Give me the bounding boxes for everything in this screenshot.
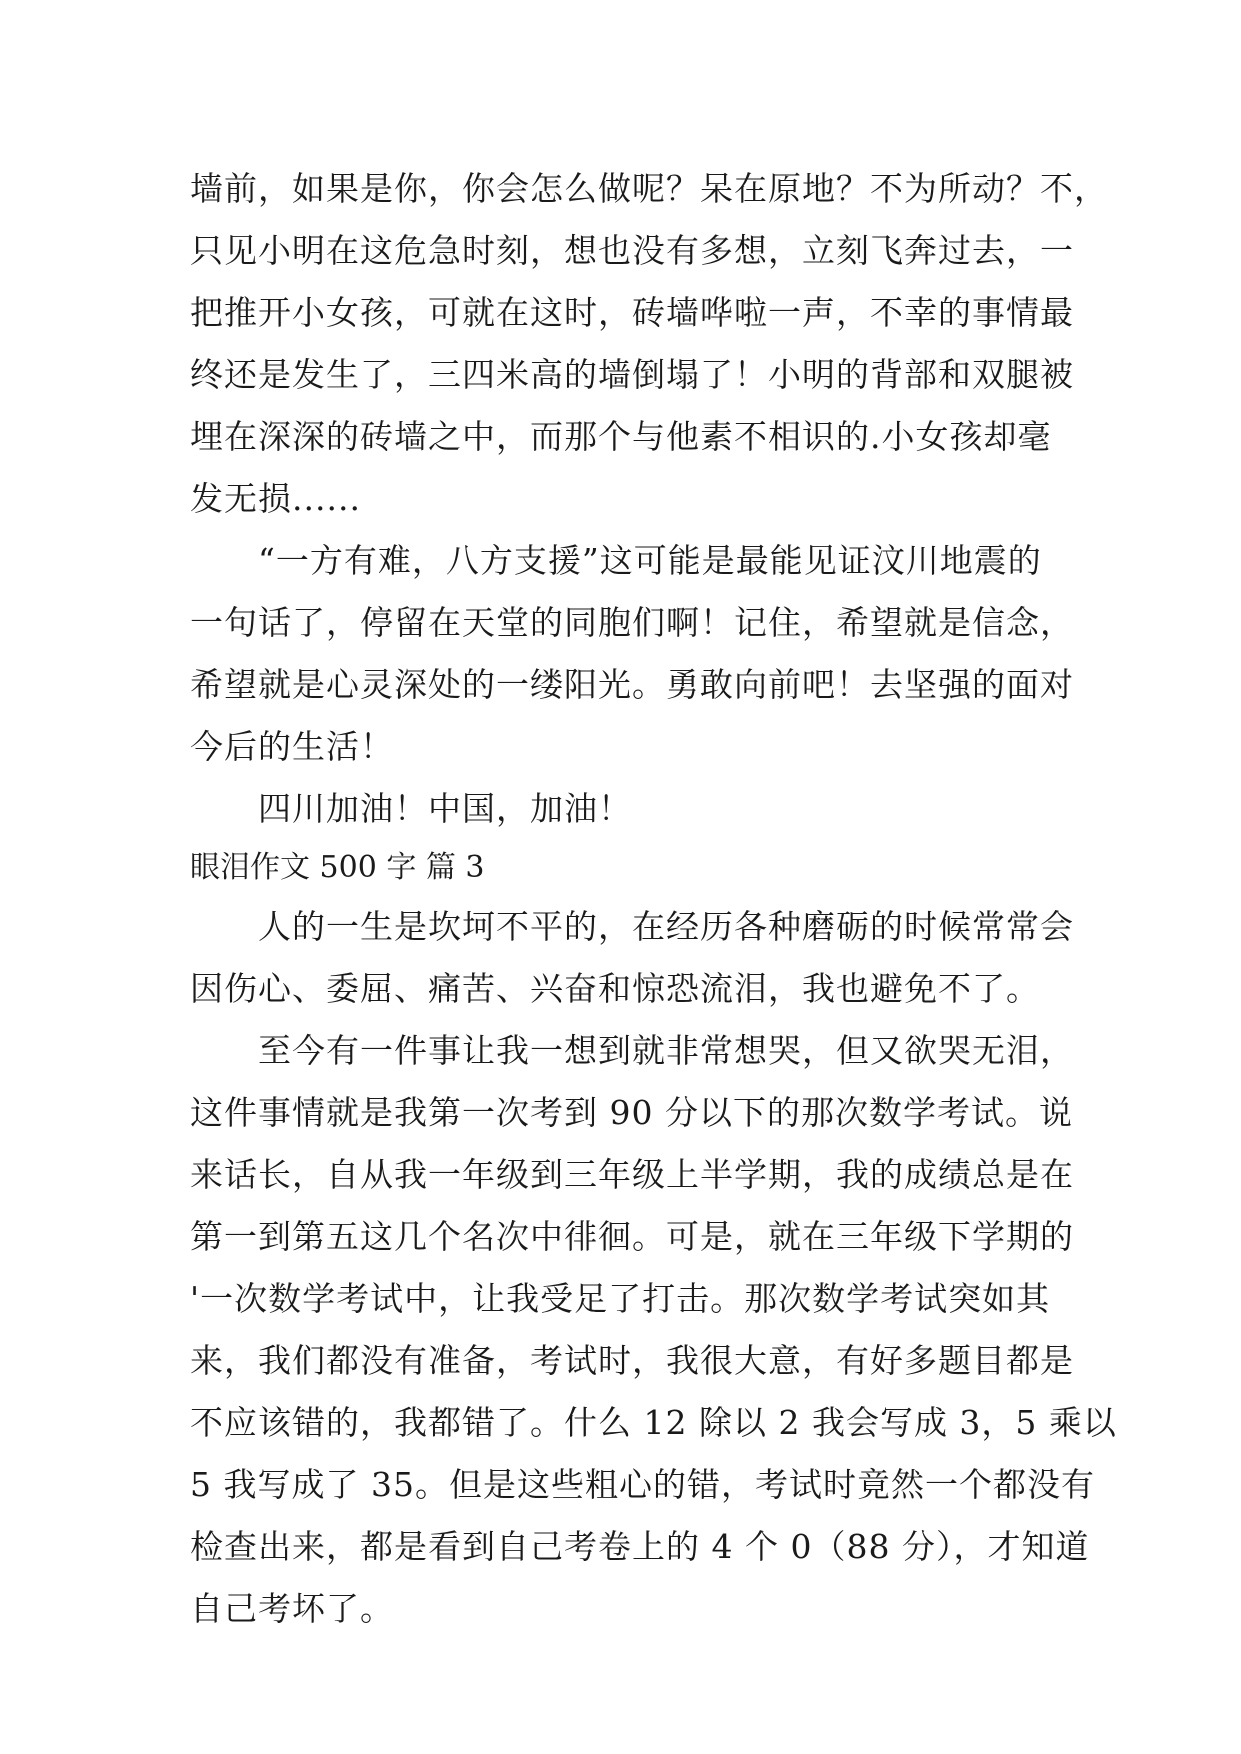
text-line: 不应该错的，我都错了。什么 12 除以 2 我会写成 3，5 乘以 bbox=[190, 1403, 1117, 1442]
text-line: 因伤心、委屈、痛苦、兴奋和惊恐流泪，我也避免不了。 bbox=[190, 969, 1040, 1008]
paragraph bbox=[190, 896, 1074, 1020]
section-heading: 眼泪作文 500 字 篇 3 bbox=[190, 850, 485, 885]
text-line: 检查出来，都是看到自己考卷上的 4 个 0（88 分），才知道 bbox=[190, 1527, 1090, 1566]
text-line: 来，我们都没有准备，考试时，我很大意，有好多题目都是 bbox=[190, 1341, 1074, 1380]
text-line: 今后的生活！ bbox=[190, 727, 394, 766]
text-line: 埋在深深的砖墙之中，而那个与他素不相识的.小女孩却毫 bbox=[190, 417, 1052, 456]
text-line: 只见小明在这危急时刻，想也没有多想，立刻飞奔过去，一 bbox=[190, 231, 1074, 270]
text-line: 把推开小女孩，可就在这时，砖墙哗啦一声，不幸的事情最 bbox=[190, 293, 1074, 332]
paragraph bbox=[190, 158, 1108, 530]
paragraph bbox=[190, 530, 1074, 778]
text-line: 第一到第五这几个名次中徘徊。可是，就在三年级下学期的 bbox=[190, 1217, 1074, 1256]
text-line: 一句话了，停留在天堂的同胞们啊！记住，希望就是信念， bbox=[190, 603, 1074, 642]
text-line: 人的一生是坎坷不平的，在经历各种磨砺的时候常常会 bbox=[258, 907, 1074, 946]
text-line: 来话长，自从我一年级到三年级上半学期，我的成绩总是在 bbox=[190, 1155, 1074, 1194]
text-line: 墙前，如果是你，你会怎么做呢？呆在原地？不为所动？不， bbox=[190, 169, 1108, 208]
text-line: 至今有一件事让我一想到就非常想哭，但又欲哭无泪， bbox=[258, 1031, 1074, 1070]
text-line: “一方有难，八方支援”这可能是最能见证汶川地震的 bbox=[258, 541, 1042, 580]
text-line: 这件事情就是我第一次考到 90 分以下的那次数学考试。说 bbox=[190, 1093, 1073, 1132]
text-line: '一次数学考试中，让我受足了打击。那次数学考试突如其 bbox=[190, 1279, 1051, 1318]
essay-body bbox=[190, 158, 1117, 1640]
text-line: 终还是发生了，三四米高的墙倒塌了！小明的背部和双腿被 bbox=[190, 355, 1074, 394]
paragraph bbox=[190, 778, 1060, 840]
text-line: 5 我写成了 35。但是这些粗心的错，考试时竟然一个都没有 bbox=[190, 1465, 1095, 1504]
text-line: 自己考坏了。 bbox=[190, 1589, 394, 1628]
text-line: 发无损...... bbox=[190, 479, 361, 518]
text-line: 希望就是心灵深处的一缕阳光。勇敢向前吧！去坚强的面对 bbox=[190, 665, 1074, 704]
paragraph bbox=[190, 1020, 1117, 1640]
text-line: 四川加油！中国，加油！ bbox=[258, 789, 632, 828]
